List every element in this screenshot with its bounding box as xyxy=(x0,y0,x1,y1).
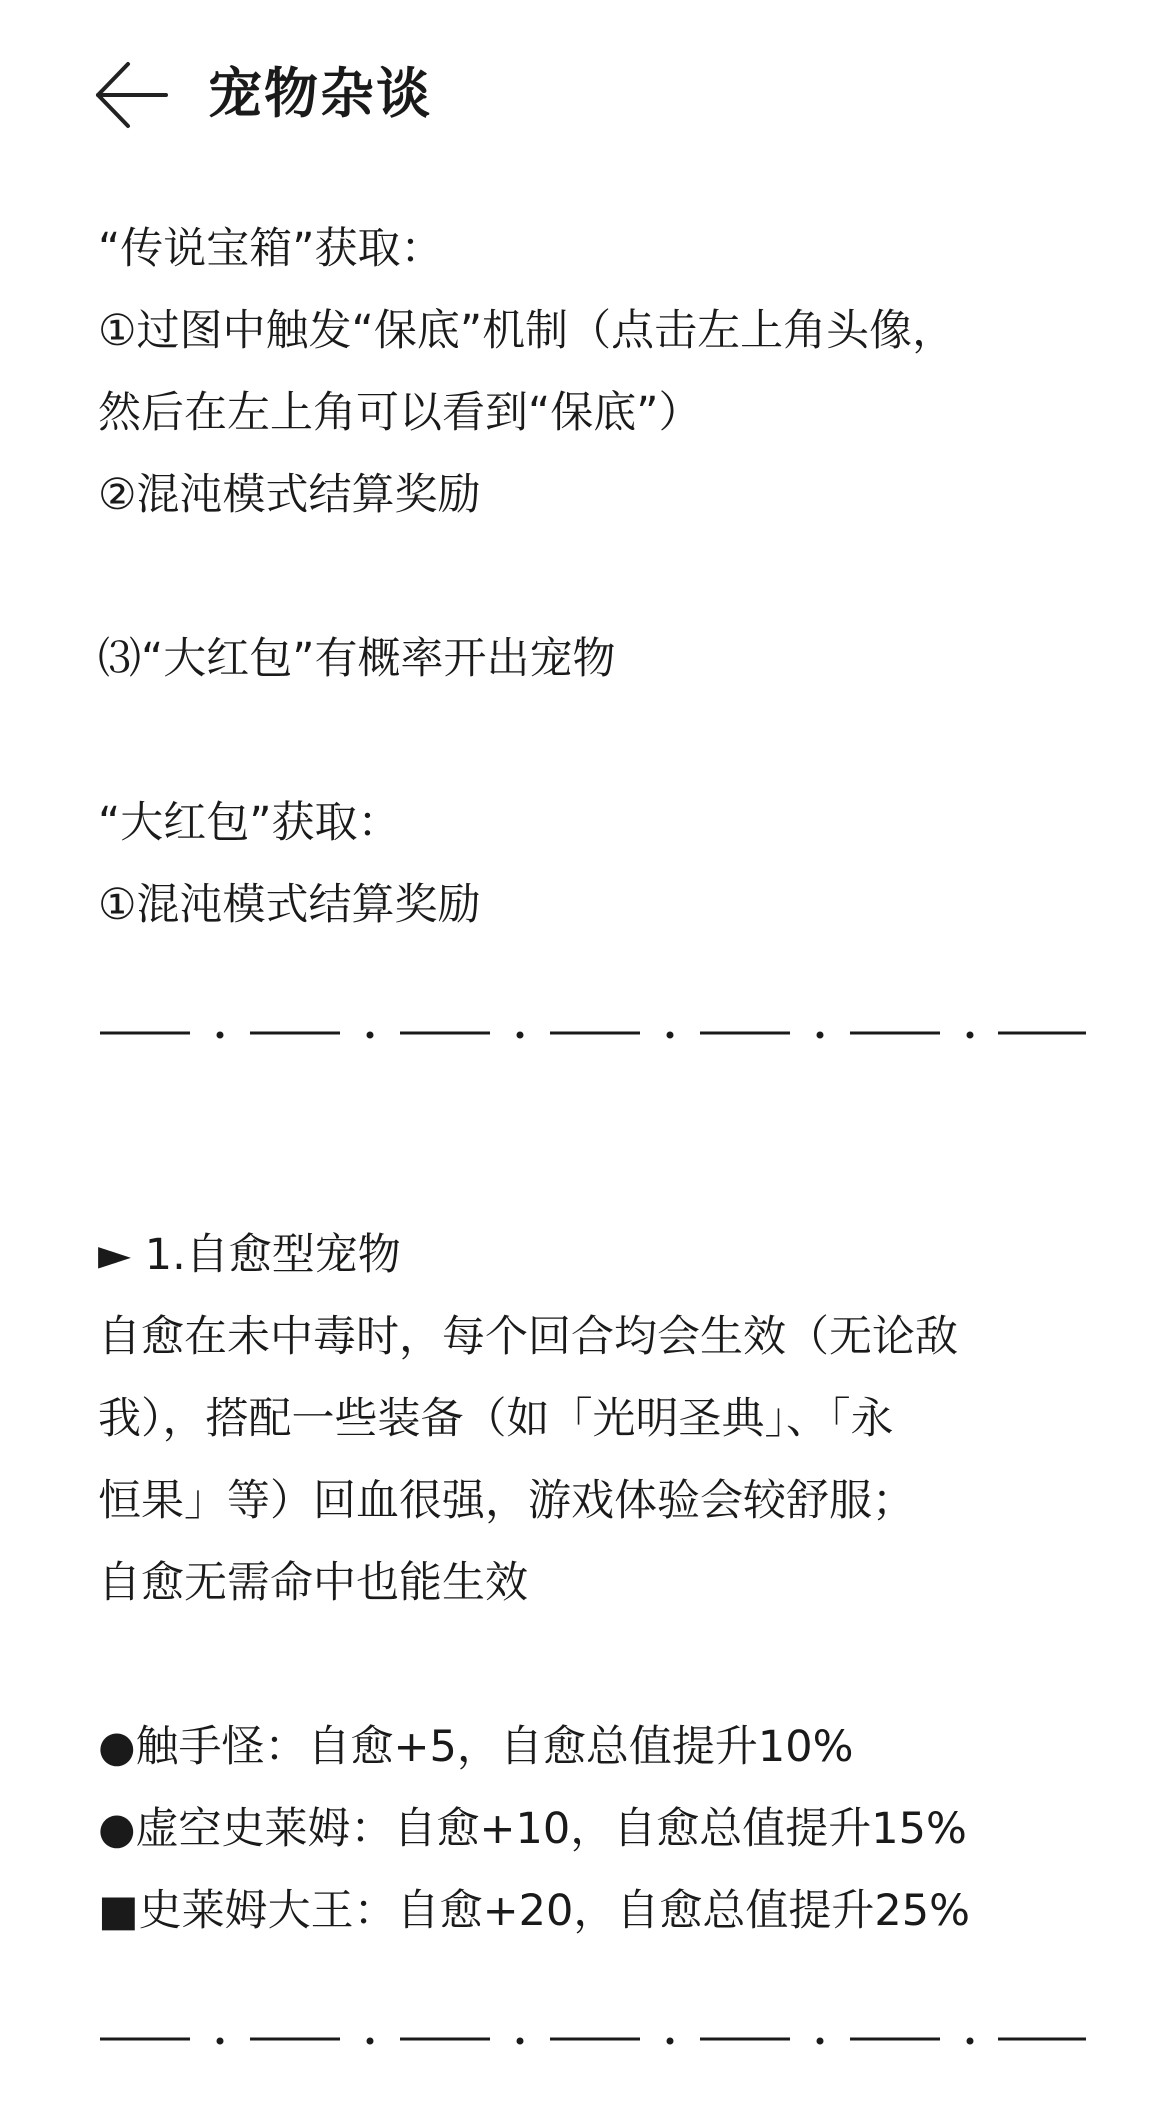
page-title: 宠物杂谈 xyxy=(208,62,432,125)
heal-desc-line: 自愈在未中毒时，每个回合均会生效（无论敌 xyxy=(98,1312,958,1362)
legend-chest-item-2: ②混沌模式结算奖励 xyxy=(98,470,481,520)
red-packet-title: “大红包”获取： xyxy=(98,798,401,848)
heal-section-title: ► 1.自愈型宠物 xyxy=(98,1230,401,1280)
article-body xyxy=(98,208,1098,2080)
heal-desc-line: 自愈无需命中也能生效 xyxy=(98,1558,528,1608)
legend-chest-item-3: ⑶“大红包”有概率开出宠物 xyxy=(98,634,616,684)
spacer xyxy=(98,1624,1098,1706)
pet-item-slime-king: ■史莱姆大王：自愈+20，自愈总值提升25% xyxy=(98,1886,970,1936)
pet-item-void-slime: ●虚空史莱姆：自愈+10，自愈总值提升15% xyxy=(98,1804,967,1854)
heal-desc-line: 恒果」等）回血很强，游戏体验会较舒服； xyxy=(98,1476,915,1526)
back-button[interactable] xyxy=(92,60,172,130)
arrow-left-icon xyxy=(92,60,172,130)
heal-desc-line: 我），搭配一些装备（如「光明圣典」、「永 xyxy=(98,1394,894,1444)
legend-chest-item-1b: 然后在左上角可以看到“保底”） xyxy=(98,388,702,438)
spacer xyxy=(98,946,1098,992)
pet-item-tentacle: ●触手怪：自愈+5，自愈总值提升10% xyxy=(98,1722,854,1772)
spacer xyxy=(98,700,1098,782)
section-divider xyxy=(98,1998,1098,2080)
spacer xyxy=(98,1074,1098,1214)
legend-chest-title: “传说宝箱”获取： xyxy=(98,224,444,274)
dash-dot-divider xyxy=(98,992,1088,1074)
spacer xyxy=(98,1952,1098,1998)
dash-dot-divider xyxy=(98,1998,1088,2080)
section-divider xyxy=(98,992,1098,1074)
legend-chest-item-1a: ①过图中触发“保底”机制（点击左上角头像， xyxy=(98,306,956,356)
spacer xyxy=(98,536,1098,618)
red-packet-item-1: ①混沌模式结算奖励 xyxy=(98,880,481,930)
app-header xyxy=(0,0,1176,190)
